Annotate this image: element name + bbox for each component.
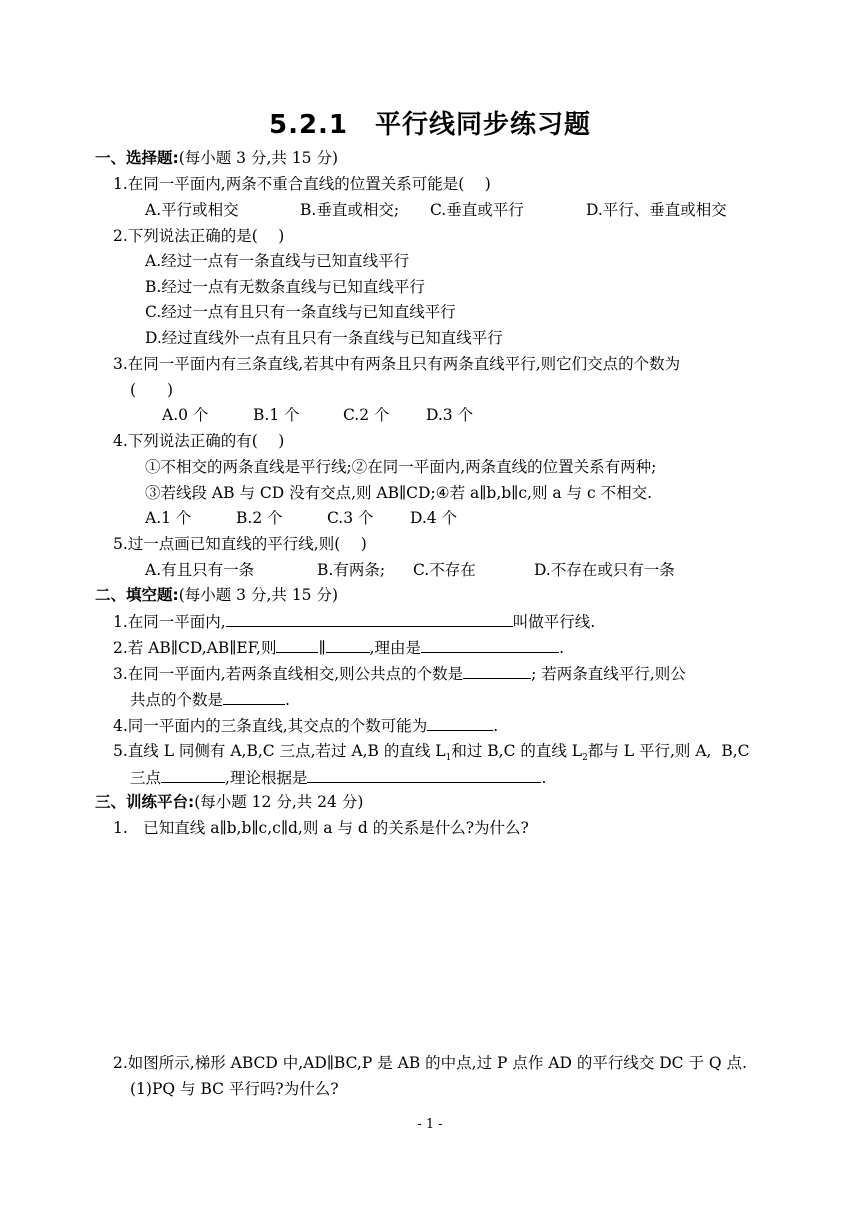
choice-q4-opt-d: D.4 个 xyxy=(410,509,458,527)
choice-q2-opt-b: B.经过一点有无数条直线与已知直线平行 xyxy=(145,278,425,296)
section-choice-name: 一、选择题: xyxy=(95,149,179,167)
fill-q2-blank-1[interactable] xyxy=(276,637,318,653)
choice-q2-opt-c: C.经过一点有且只有一条直线与已知直线平行 xyxy=(145,303,456,321)
choice-q3-opt-d: D.3 个 xyxy=(426,406,474,424)
fill-q4-text-b: . xyxy=(493,717,499,735)
fill-q2-text-d: . xyxy=(559,639,564,657)
fill-q4 xyxy=(113,715,498,736)
choice-q3-opt-a: A.0 个 xyxy=(162,406,209,424)
choice-q1-stem: 1.在同一平面内,两条不重合直线的位置关系可能是( ) xyxy=(113,175,491,193)
section-training-score: (每小题 12 分,共 24 分) xyxy=(194,793,364,811)
fill-q4-blank[interactable] xyxy=(427,715,493,731)
fill-q4-text-a: 4.同一平面内的三条直线,其交点的个数可能为 xyxy=(113,717,428,735)
choice-q4-stem: 4.下列说法正确的有( ) xyxy=(113,432,285,450)
fill-q5-text-b: 和过 B,C 的直线 L xyxy=(451,742,583,760)
fill-q3-line1 xyxy=(113,663,686,684)
choice-q5-stem: 5.过一点画已知直线的平行线,则( ) xyxy=(113,535,367,553)
page-number: - 1 - xyxy=(417,1117,443,1132)
fill-q5-line1 xyxy=(113,741,750,768)
fill-q1-text-a: 1.在同一平面内, xyxy=(113,613,226,631)
section-training-header xyxy=(95,792,363,812)
fill-q5-text-e: ,理论根据是 xyxy=(225,769,308,787)
choice-q3-stem: 3.在同一平面内有三条直线,若其中有两条且只有两条直线平行,则它们交点的个数为 xyxy=(113,355,681,373)
choice-q4-opt-b: B.2 个 xyxy=(236,509,283,527)
fill-q3-text-a: 3.在同一平面内,若两条直线相交,则公共点的个数是 xyxy=(113,665,464,683)
section-choice-score: (每小题 3 分,共 15 分) xyxy=(178,149,339,167)
choice-q3-opt-b: B.1 个 xyxy=(253,406,300,424)
choice-q1-opt-c: C.垂直或平行 xyxy=(430,201,524,219)
choice-q2-opt-d: D.经过直线外一点有且只有一条直线与已知直线平行 xyxy=(145,329,503,347)
training-q2-sub1: (1)PQ 与 BC 平行吗?为什么? xyxy=(130,1080,339,1098)
fill-q5-blank-2[interactable] xyxy=(307,767,541,783)
choice-q5-opt-a: A.有且只有一条 xyxy=(145,561,255,579)
fill-q3-text-b: ; 若两条直线平行,则公 xyxy=(531,665,686,683)
choice-q1-opt-a: A.平行或相交 xyxy=(145,201,239,219)
section-training-name: 三、训练平台: xyxy=(95,793,195,811)
choice-q3-paren: ( ) xyxy=(130,381,174,399)
fill-q2-blank-3[interactable] xyxy=(421,637,559,653)
fill-q3-blank-1[interactable] xyxy=(463,663,531,679)
fill-q1-blank[interactable] xyxy=(226,611,513,627)
training-q1: 1. 已知直线 a∥b,b∥c,c∥d,则 a 与 d 的关系是什么?为什么? xyxy=(113,819,529,837)
choice-q2-opt-a: A.经过一点有一条直线与已知直线平行 xyxy=(145,252,410,270)
choice-q1-opt-b: B.垂直或相交; xyxy=(300,201,400,219)
training-q2: 2.如图所示,梯形 ABCD 中,AD∥BC,P 是 AB 的中点,过 P 点作 AD 的平行线交 DC 于 Q 点. xyxy=(113,1054,747,1072)
choice-q5-opt-d: D.不存在或只有一条 xyxy=(534,561,675,579)
choice-q3-opt-c: C.2 个 xyxy=(343,406,390,424)
fill-q5-sub-2: 2 xyxy=(582,753,588,764)
fill-q2 xyxy=(113,637,564,658)
fill-q2-blank-2[interactable] xyxy=(326,637,370,653)
fill-q5-blank-1[interactable] xyxy=(161,767,225,783)
fill-q1 xyxy=(113,611,595,632)
choice-q5-opt-c: C.不存在 xyxy=(413,561,476,579)
fill-q3-blank-2[interactable] xyxy=(223,689,285,705)
fill-q1-text-b: 叫做平行线. xyxy=(512,613,596,631)
fill-q5-text-d: 三点 xyxy=(130,769,162,787)
fill-q5-text-a: 5.直线 L 同侧有 A,B,C 三点,若过 A,B 的直线 L xyxy=(113,742,446,760)
fill-q5-text-f: . xyxy=(541,769,547,787)
section-fill-header xyxy=(95,585,338,605)
choice-q4-statement-1: ①不相交的两条直线是平行线;②在同一平面内,两条直线的位置关系有两种; xyxy=(145,458,657,476)
choice-q4-opt-a: A.1 个 xyxy=(145,509,192,527)
section-fill-score: (每小题 3 分,共 15 分) xyxy=(178,586,339,604)
fill-q3-text-d: . xyxy=(285,691,290,709)
fill-q2-text-c: ,理由是 xyxy=(369,639,422,657)
fill-q5-sub-1: 1 xyxy=(445,753,452,764)
fill-q2-text-a: 2.若 AB∥CD,AB∥EF,则 xyxy=(113,639,277,657)
choice-q2-stem: 2.下列说法正确的是( ) xyxy=(113,227,285,245)
fill-q5-line2 xyxy=(130,767,546,788)
fill-q2-parallel: ∥ xyxy=(318,639,326,657)
section-fill-name: 二、填空题: xyxy=(95,586,179,604)
choice-q4-statement-2: ③若线段 AB 与 CD 没有交点,则 AB∥CD;④若 a∥b,b∥c,则 a 与 c 不相交. xyxy=(145,484,653,502)
choice-q1-opt-d: D.平行、垂直或相交 xyxy=(586,201,727,219)
choice-q4-opt-c: C.3 个 xyxy=(327,509,374,527)
section-choice-header xyxy=(95,148,338,168)
fill-q3-line2 xyxy=(130,689,290,710)
fill-q5-text-c: 都与 L 平行,则 A, B,C xyxy=(587,742,750,760)
fill-q3-text-c: 共点的个数是 xyxy=(130,691,224,709)
choice-q5-opt-b: B.有两条; xyxy=(317,561,386,579)
page-title: 5.2.1 平行线同步练习题 xyxy=(268,110,592,140)
